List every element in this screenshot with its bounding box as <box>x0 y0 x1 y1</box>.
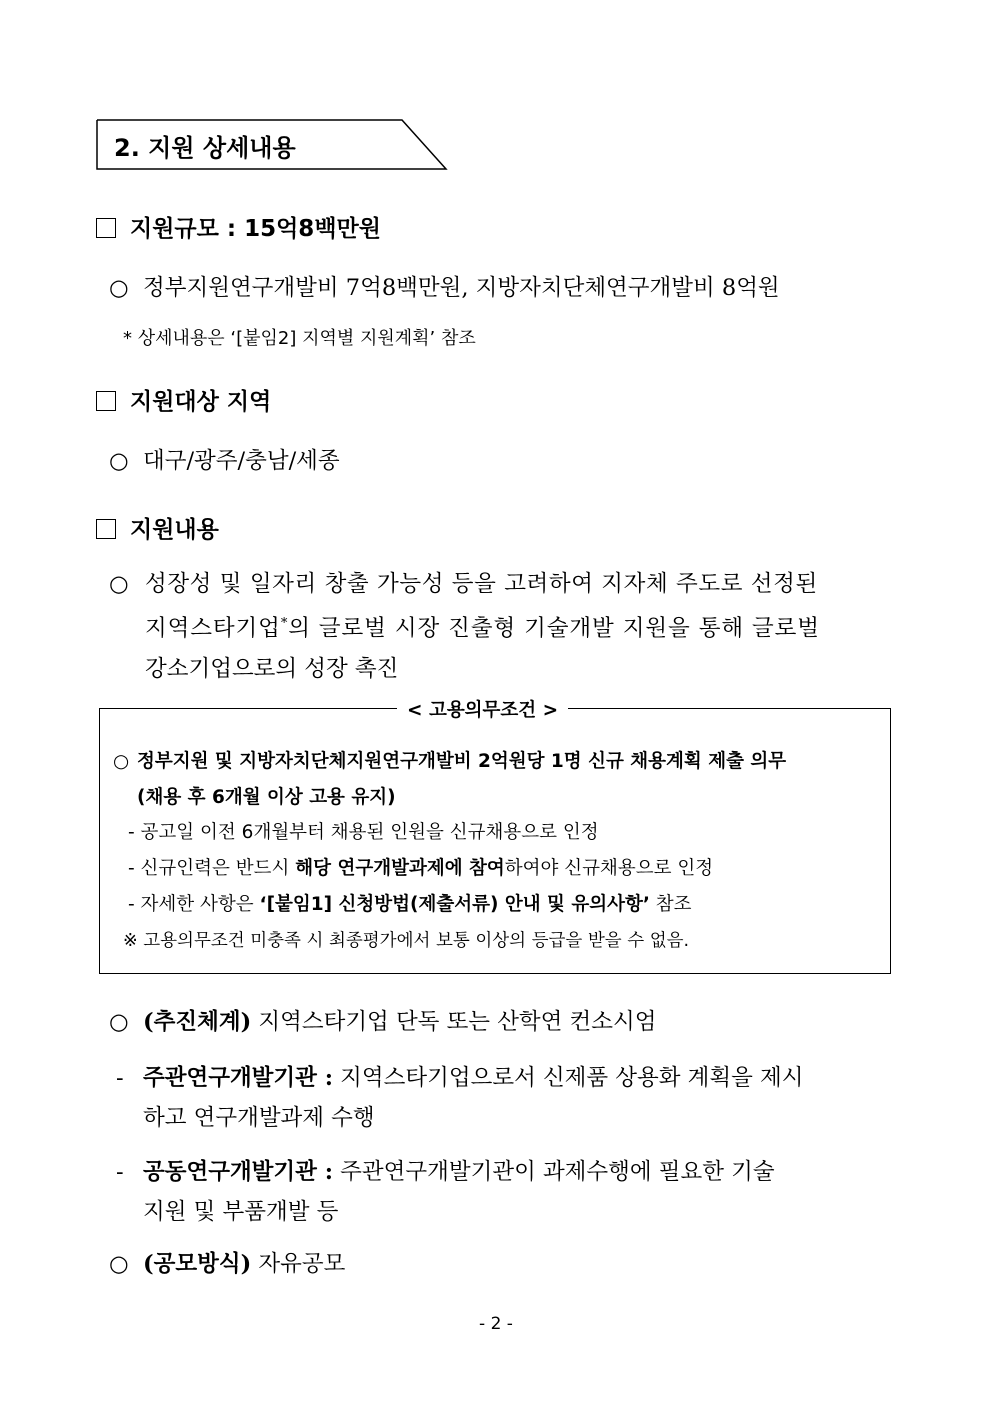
employment-item-1: - 공고일 이전 6개월부터 채용된 인원을 신규채용으로 인정 <box>128 822 599 843</box>
checkbox-square-icon <box>96 519 116 539</box>
promotion-text: 지역스타기업 단독 또는 산학연 컨소시엄 <box>251 1009 657 1035</box>
joint-org-label: 공동연구개발기관 : <box>143 1159 334 1185</box>
dash-symbol: - <box>116 1065 124 1091</box>
support-scale-heading-text: 지원규모 : 15억8백만원 <box>130 216 381 242</box>
paragraph-line-2-rest: 의 글로벌 시장 진출형 기술개발 지원을 통해 글로벌 <box>288 615 820 642</box>
local-star-company-term: 지역스타기업 <box>145 615 281 642</box>
employment-main-line-1 <box>113 747 786 773</box>
employment-item-2 <box>128 854 713 880</box>
call-method-bullet <box>109 1246 345 1278</box>
target-region-heading <box>96 383 271 416</box>
employment-note: ※ 고용의무조건 미충족 시 최종평가에서 보통 이상의 등급을 받을 수 없음. <box>123 931 690 951</box>
target-region-bullet-text: 대구/광주/충남/세종 <box>143 448 340 474</box>
employment-item-3-pre: - 자세한 사항은 <box>128 894 260 915</box>
support-scale-heading <box>96 210 381 243</box>
support-scale-bullet <box>109 270 780 302</box>
dash-symbol: - <box>116 1159 124 1185</box>
bullet-circle-icon: ○ <box>113 751 130 772</box>
support-scale-note: * 상세내용은 ‘[붙임2] 지역별 지원계획’ 참조 <box>123 328 476 349</box>
promotion-label: (추진체계) <box>143 1009 252 1035</box>
support-scale-bullet-text: 정부지원연구개발비 7억8백만원, 지방자치단체연구개발비 8억원 <box>143 275 780 301</box>
support-content-heading-text: 지원내용 <box>130 517 219 543</box>
call-method-text: 자유공모 <box>251 1251 346 1277</box>
bullet-circle-icon: ○ <box>109 275 129 301</box>
support-content-paragraph <box>145 564 897 689</box>
paragraph-line-3: 강소기업으로의 성장 촉진 <box>145 655 399 682</box>
employment-item-2-post: 하여야 신규채용으로 인정 <box>504 858 714 879</box>
support-content-heading <box>96 511 219 544</box>
checkbox-square-icon <box>96 391 116 411</box>
employment-item-3-bold: ‘[붙임1] 신청방법(제출서류) 안내 및 유의사항’ <box>259 894 650 915</box>
employment-item-2-bold: 해당 연구개발과제에 참여 <box>295 858 505 879</box>
lead-org-label: 주관연구개발기관 : <box>143 1065 334 1091</box>
lead-org-line-2: 하고 연구개발과제 수행 <box>143 1105 375 1131</box>
joint-org-line-1 <box>116 1154 775 1186</box>
bullet-circle-icon: ○ <box>109 448 129 474</box>
employment-item-2-pre: - 신규인력은 반드시 <box>128 858 296 879</box>
joint-org-line-1-text: 주관연구개발기관이 과제수행에 필요한 기술 <box>333 1159 775 1185</box>
footnote-mark: * <box>280 616 289 631</box>
target-region-heading-text: 지원대상 지역 <box>130 389 272 415</box>
employment-main-line-1-text: 정부지원 및 지방자치단체지원연구개발비 2억원당 1명 신규 채용계획 제출 의무 <box>137 751 787 772</box>
promotion-bullet <box>109 1004 657 1036</box>
lead-org-line-1 <box>116 1060 804 1092</box>
target-region-bullet <box>109 443 340 475</box>
bullet-circle-icon: ○ <box>109 1251 129 1277</box>
section-title: 2. 지원 상세내용 <box>114 134 296 162</box>
call-method-label: (공모방식) <box>143 1251 252 1277</box>
lead-org-line-1-text: 지역스타기업으로서 신제품 상용화 계획을 제시 <box>333 1065 804 1091</box>
checkbox-square-icon <box>96 218 116 238</box>
employment-main-line-2: (채용 후 6개월 이상 고용 유지) <box>137 787 396 808</box>
paragraph-line-1: 성장성 및 일자리 창출 가능성 등을 고려하여 지자체 주도로 선정된 <box>145 571 818 597</box>
section-title-tab <box>96 119 448 171</box>
paragraph-line-2 <box>145 604 897 649</box>
employment-condition-title: < 고용의무조건 > <box>397 696 568 722</box>
employment-item-3-post: 참조 <box>649 894 692 915</box>
page-number: - 2 - <box>479 1314 513 1334</box>
employment-item-3 <box>128 890 692 916</box>
bullet-circle-icon: ○ <box>109 571 129 597</box>
bullet-circle-icon: ○ <box>109 1009 129 1035</box>
joint-org-line-2: 지원 및 부품개발 등 <box>143 1199 339 1225</box>
